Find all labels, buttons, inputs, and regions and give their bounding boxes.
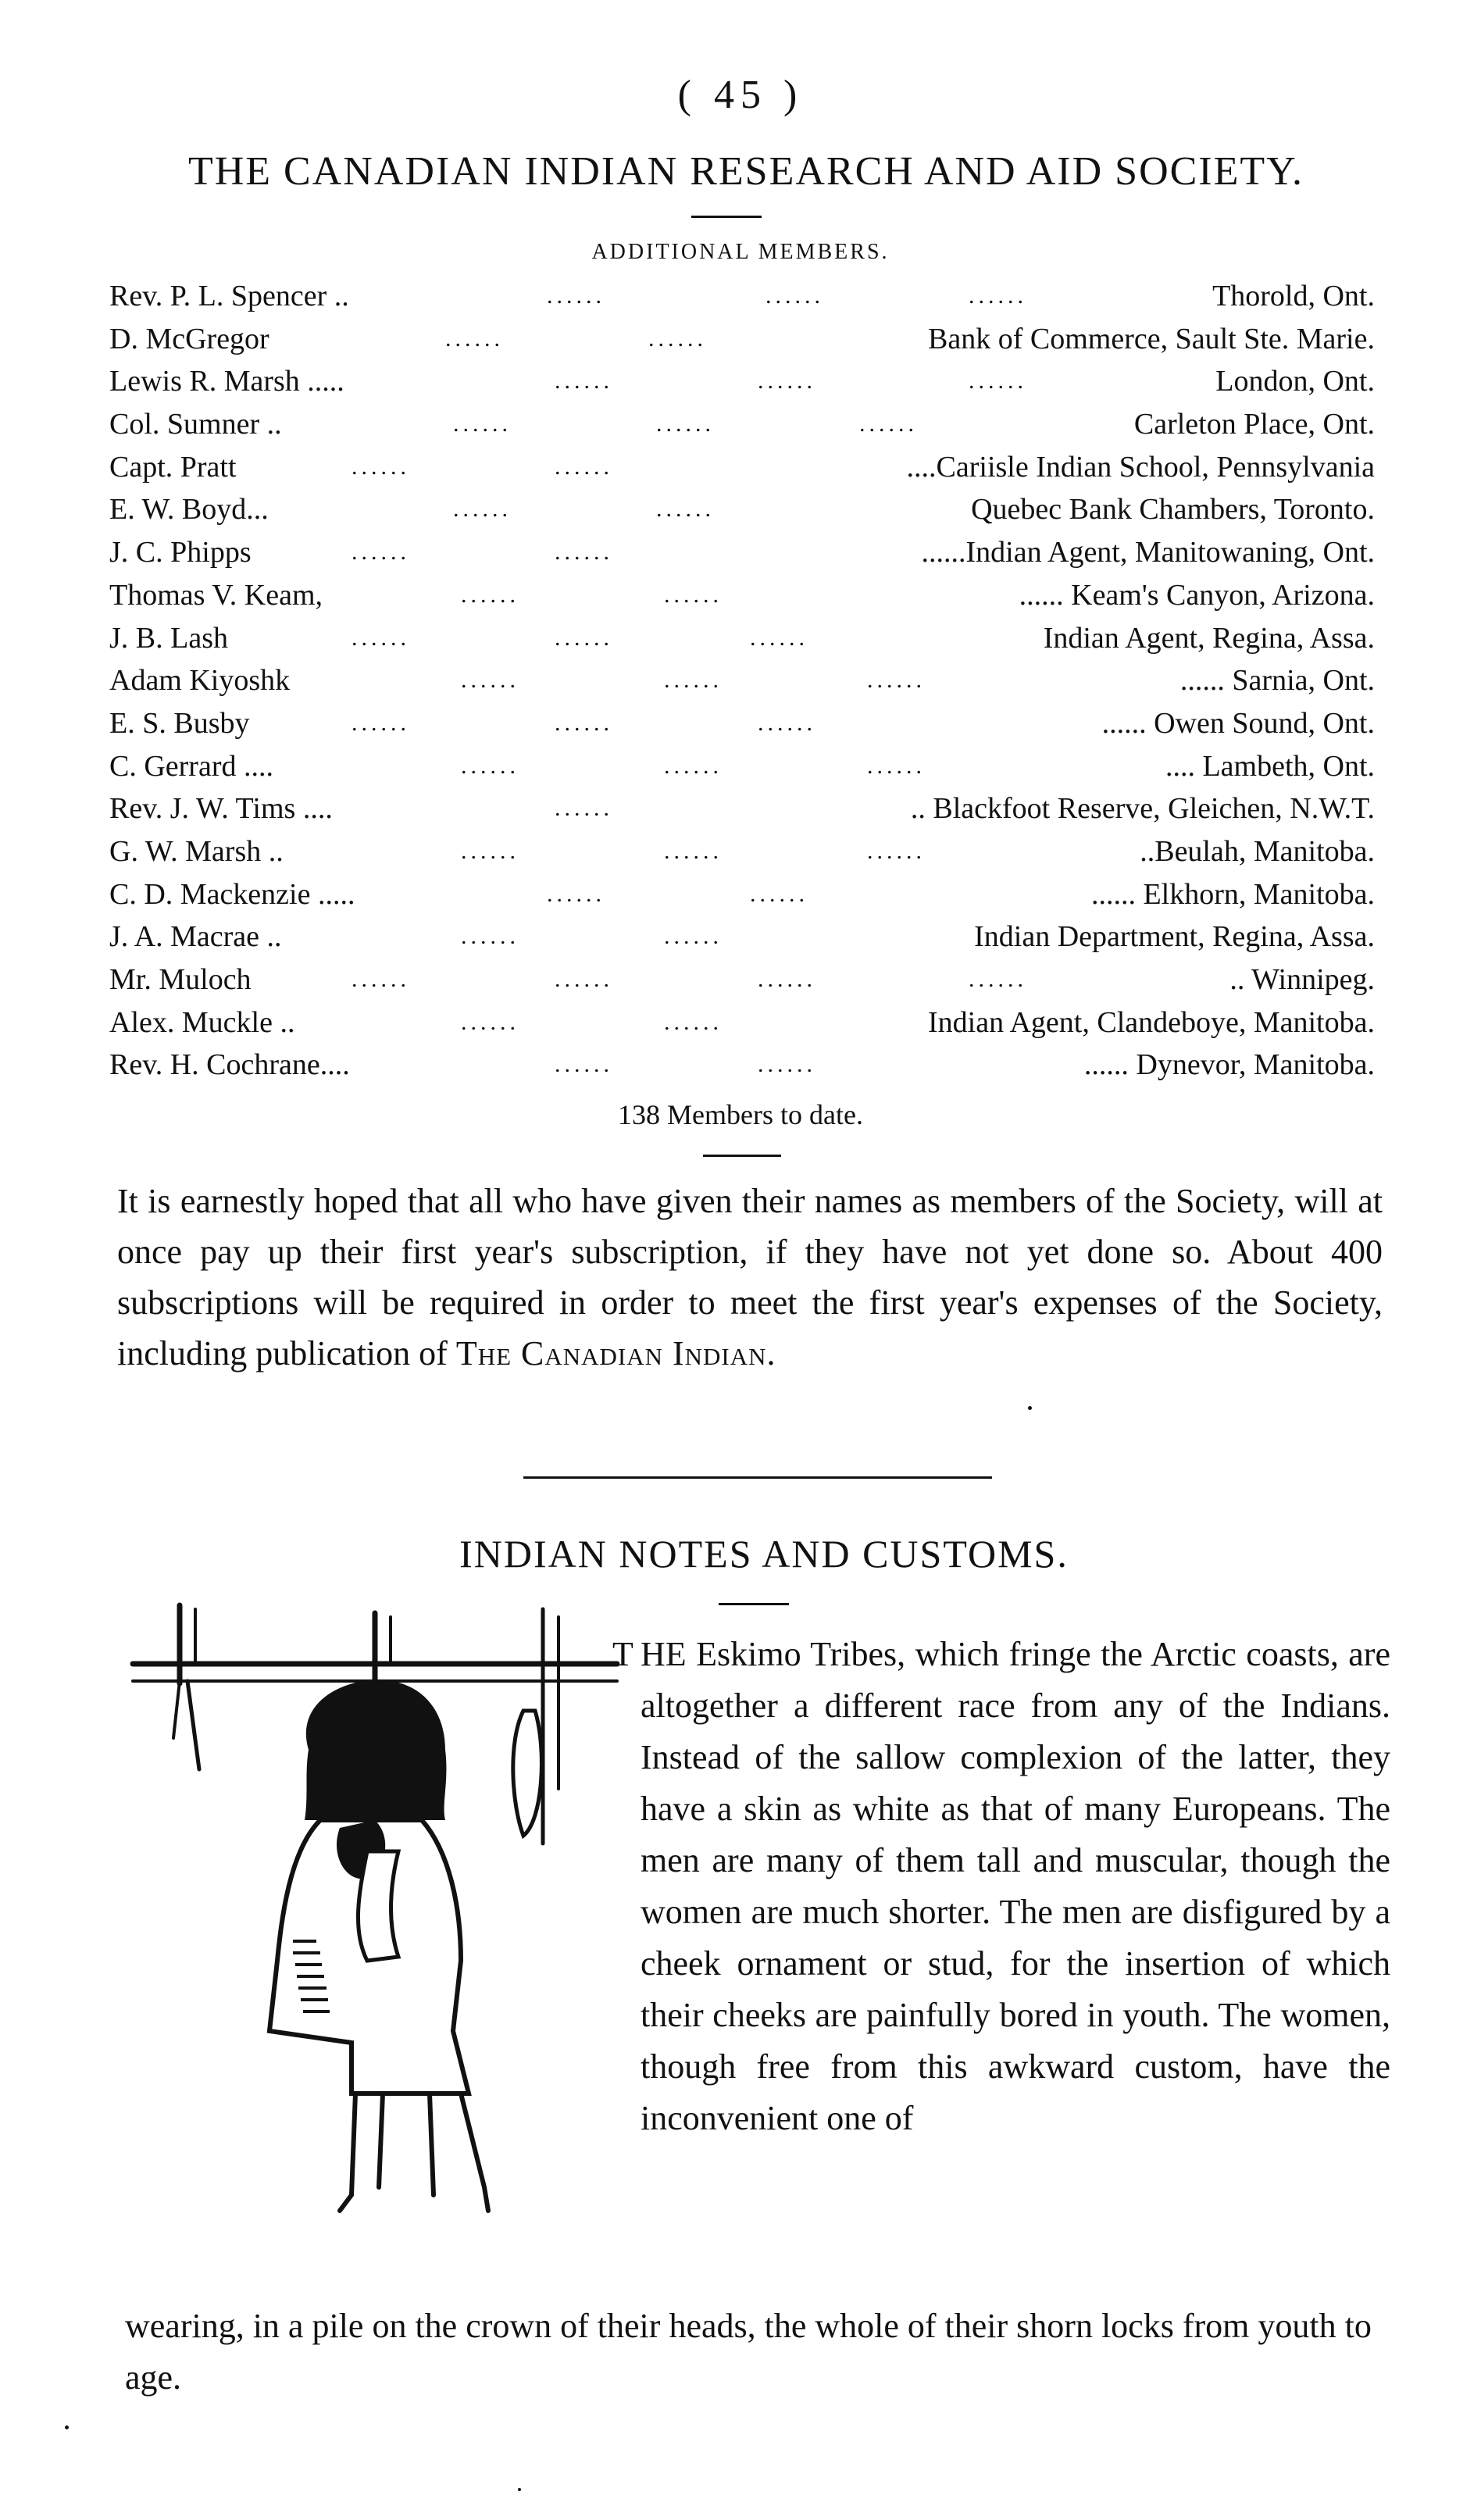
figure-arm — [358, 1851, 398, 1961]
leader-dots: ...... — [664, 1008, 723, 1035]
member-name: Adam Kiyoshk — [109, 664, 291, 698]
member-row — [109, 745, 1375, 788]
leader-dots: ...... — [555, 709, 613, 736]
leader-dots: ...... — [758, 368, 816, 394]
notes-body-text: HE Eskimo Tribes, which fringe the Arctic coasts, are altogether a different race from any of the Indians. Instead of the sallow complexion of the latter, they have a skin as white as that of many Europeans. The men are many of them tall and muscular, though the women are much shorter. The men are disfigured by a cheek ornament or stud, for the insertion of which their cheeks are painfully bored in youth. The women, though free from this awkward custom, have the inconvenient one of — [641, 1635, 1390, 2137]
appeal-paragraph — [117, 1176, 1383, 1379]
leader-dots: ...... — [867, 837, 926, 864]
member-row — [109, 318, 1375, 361]
title-divider — [691, 216, 762, 218]
figure-leg — [430, 2093, 434, 2195]
leader-dots: ...... — [969, 283, 1027, 309]
member-name: Col. Sumner .. — [109, 408, 282, 441]
member-row — [109, 659, 1375, 702]
leader-dots: ...... — [758, 709, 816, 736]
count-divider — [703, 1155, 781, 1157]
notes-continuation: wearing, in a pile on the crown of their heads, the whole of their shorn locks from youth to age. — [125, 2307, 1372, 2397]
member-row — [109, 702, 1375, 745]
member-name: C. D. Mackenzie ..... — [109, 877, 355, 911]
member-row — [109, 830, 1375, 873]
member-row — [109, 958, 1375, 1001]
leader-dots: ...... — [750, 624, 808, 651]
leader-dots: ...... — [664, 752, 723, 779]
member-row — [109, 617, 1375, 660]
leader-dots: ...... — [555, 1051, 613, 1078]
eskimo-figure-illustration — [117, 1594, 633, 2281]
member-name: Rev. H. Cochrane.... — [109, 1048, 350, 1082]
leader-dots: ...... — [664, 837, 723, 864]
pole-rope — [187, 1681, 199, 1769]
leader-dots: ...... — [352, 966, 410, 992]
section-subtitle: ADDITIONAL MEMBERS. — [591, 240, 890, 264]
member-place: .. Winnipeg. — [1229, 963, 1375, 996]
member-name: J. A. Macrae .. — [109, 920, 282, 954]
member-name: C. Gerrard .... — [109, 749, 273, 783]
member-name: G. W. Marsh .. — [109, 834, 284, 868]
member-name: Mr. Muloch — [109, 963, 252, 996]
leader-dots: ...... — [445, 325, 504, 352]
member-place: Thorold, Ont. — [1212, 280, 1375, 312]
leader-dots: ...... — [461, 581, 519, 608]
leader-dots: ...... — [555, 795, 613, 822]
journal-name: The Canadian Indian. — [455, 1334, 776, 1372]
leader-dots: ...... — [461, 923, 519, 950]
member-row — [109, 873, 1375, 916]
leader-dots: ...... — [664, 581, 723, 608]
leader-dots: ...... — [461, 667, 519, 694]
leader-dots: ...... — [461, 1008, 519, 1035]
print-speck — [518, 2488, 521, 2491]
leader-dots: ...... — [664, 923, 723, 950]
section-divider — [523, 1476, 992, 1479]
leader-dots: ...... — [750, 880, 808, 907]
member-place: Indian Department, Regina, Assa. — [974, 920, 1375, 954]
member-place: ....Cariisle Indian School, Pennsylvania — [906, 450, 1375, 484]
member-place: ...... Dynevor, Manitoba. — [1083, 1048, 1375, 1082]
leader-dots: ...... — [867, 667, 926, 694]
leader-dots: ...... — [555, 539, 613, 566]
member-place: Indian Agent, Regina, Assa. — [1043, 621, 1375, 655]
member-name: E. W. Boyd... — [109, 493, 269, 526]
notes-title-divider — [719, 1603, 789, 1605]
society-title: THE CANADIAN INDIAN RESEARCH AND AID SOCIETY. — [187, 149, 1304, 194]
member-name: Capt. Pratt — [109, 450, 237, 484]
member-name: Alex. Muckle .. — [109, 1005, 295, 1039]
member-row — [109, 360, 1375, 403]
leader-dots: ...... — [555, 368, 613, 394]
leader-dots: ...... — [867, 752, 926, 779]
member-row — [109, 275, 1375, 318]
member-place: London, Ont. — [1215, 365, 1375, 398]
member-row — [109, 1044, 1375, 1087]
leader-dots: ...... — [664, 667, 723, 694]
figure-leg — [379, 2093, 383, 2187]
member-place: ...... Keam's Canyon, Arizona. — [1019, 578, 1375, 612]
appeal-text: It is earnestly hoped that all who have given their names as members of the Society, will at once pay up their first year's subscription, if they have not yet done so. About 400 subscriptions will be required in order to meet the first year's expenses of the Society, including publication of — [117, 1182, 1383, 1372]
member-row — [109, 403, 1375, 446]
leader-dots: ...... — [453, 496, 512, 523]
leader-dots: ...... — [758, 1051, 816, 1078]
notes-body — [612, 1629, 1390, 2144]
member-place: Carleton Place, Ont. — [1133, 408, 1375, 441]
leader-dots: ...... — [648, 325, 707, 352]
member-name: D. McGregor — [109, 322, 269, 355]
page-number: ( 45 ) — [677, 73, 804, 117]
member-row — [109, 916, 1375, 958]
member-row — [109, 787, 1375, 830]
leader-dots: ...... — [555, 966, 613, 992]
figure-hair — [305, 1679, 446, 1820]
leader-dots: ...... — [547, 283, 605, 309]
leader-dots: ...... — [461, 752, 519, 779]
hanging-fish — [513, 1711, 542, 1836]
leader-dots: ...... — [765, 283, 824, 309]
member-place: Quebec Bank Chambers, Toronto. — [971, 493, 1375, 526]
members-list — [109, 275, 1375, 1087]
member-place: ..Beulah, Manitoba. — [1140, 834, 1375, 868]
notes-dropcap: T — [612, 1635, 633, 1673]
member-place: ......Indian Agent, Manitowaning, Ont. — [921, 536, 1375, 569]
member-place: ...... Owen Sound, Ont. — [1101, 706, 1375, 740]
leader-dots: ...... — [547, 880, 605, 907]
member-name: Thomas V. Keam, — [109, 578, 323, 612]
member-row — [109, 1001, 1375, 1044]
leader-dots: ...... — [859, 411, 918, 437]
print-speck — [1028, 1406, 1032, 1410]
leader-dots: ...... — [656, 496, 715, 523]
print-speck — [65, 2425, 69, 2429]
member-name: Lewis R. Marsh ..... — [109, 365, 344, 398]
member-place: .. Blackfoot Reserve, Gleichen, N.W.T. — [910, 792, 1375, 826]
member-name: J. C. Phipps — [109, 536, 252, 569]
leader-dots: ...... — [555, 453, 613, 480]
leader-dots: ...... — [555, 624, 613, 651]
figure-leg — [340, 2093, 355, 2211]
pole-rope — [173, 1681, 180, 1738]
leader-dots: ...... — [352, 624, 410, 651]
leader-dots: ...... — [352, 709, 410, 736]
member-row — [109, 488, 1375, 531]
leader-dots: ...... — [461, 837, 519, 864]
member-row — [109, 574, 1375, 617]
member-place: Indian Agent, Clandeboye, Manitoba. — [928, 1005, 1375, 1039]
leader-dots: ...... — [969, 368, 1027, 394]
member-name: Rev. J. W. Tims .... — [109, 792, 333, 826]
member-name: J. B. Lash — [109, 621, 228, 655]
member-place: ...... Sarnia, Ont. — [1179, 664, 1375, 698]
leader-dots: ...... — [352, 539, 410, 566]
figure-leg — [461, 2093, 488, 2211]
member-name: Rev. P. L. Spencer .. — [109, 280, 349, 312]
member-name: E. S. Busby — [109, 706, 250, 740]
notes-title: INDIAN NOTES AND CUSTOMS. — [459, 1532, 1069, 1576]
leader-dots: ...... — [352, 453, 410, 480]
leader-dots: ...... — [969, 966, 1027, 992]
members-count: 138 Members to date. — [618, 1099, 863, 1130]
leader-dots: ...... — [656, 411, 715, 437]
member-place: Bank of Commerce, Sault Ste. Marie. — [928, 322, 1375, 355]
member-row — [109, 531, 1375, 574]
member-place: .... Lambeth, Ont. — [1165, 749, 1375, 783]
member-place: ...... Elkhorn, Manitoba. — [1090, 877, 1375, 911]
leader-dots: ...... — [453, 411, 512, 437]
leader-dots: ...... — [758, 966, 816, 992]
member-row — [109, 446, 1375, 489]
